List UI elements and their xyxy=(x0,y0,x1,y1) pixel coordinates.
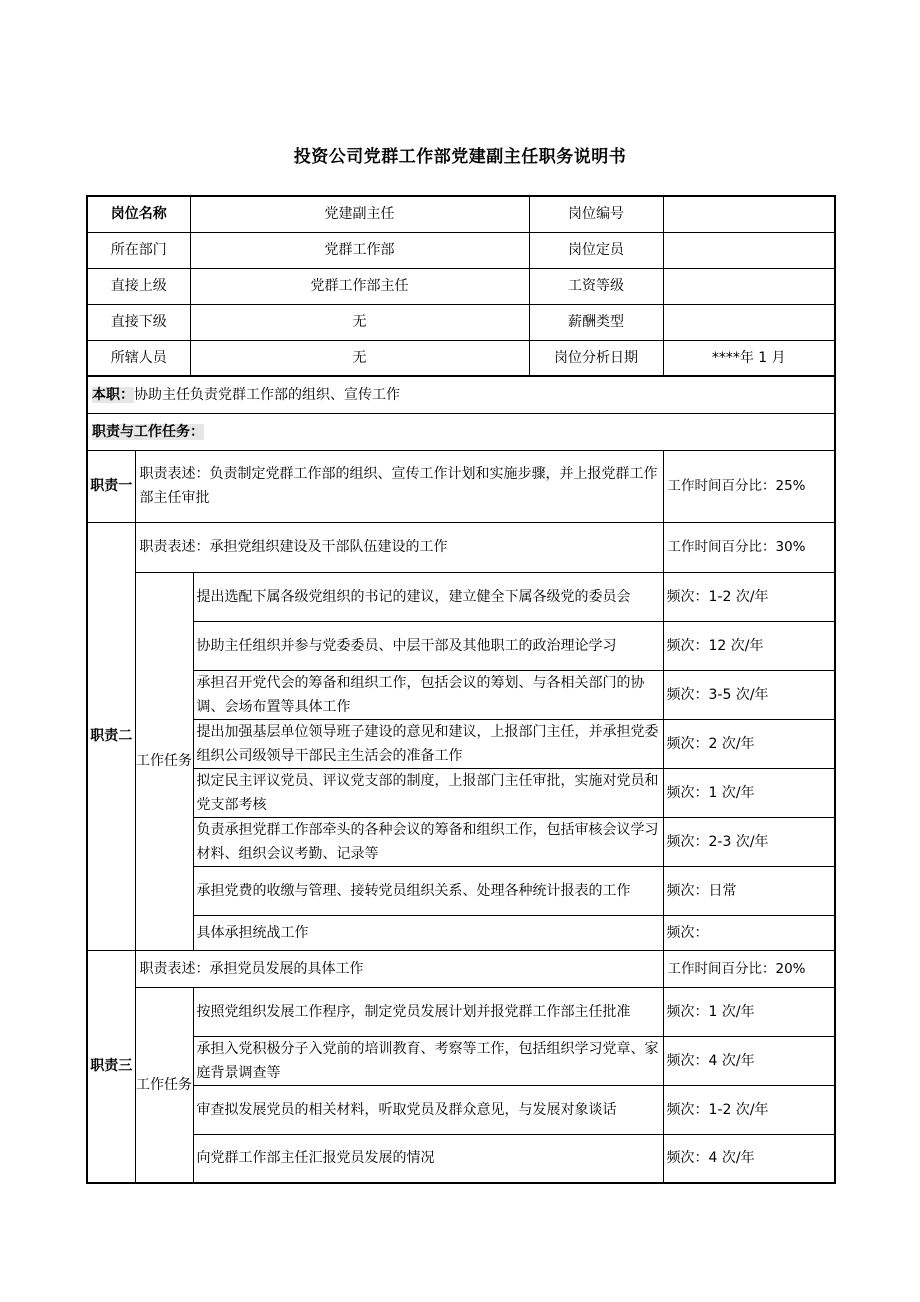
table-row xyxy=(87,768,835,817)
duty-cell xyxy=(87,376,835,413)
responsibility-1-row xyxy=(87,450,835,522)
task-frequency: 频次：4 次/年 xyxy=(663,1036,835,1085)
field-label: 所辖人员 xyxy=(87,340,190,376)
field-value: 无 xyxy=(190,340,529,376)
responsibility-3-label: 职责三 xyxy=(87,950,135,1183)
section-row xyxy=(87,413,835,450)
responsibility-2-pct: 工作时间百分比：30% xyxy=(663,522,835,572)
info-row xyxy=(87,340,835,376)
task-frequency: 频次：3-5 次/年 xyxy=(663,670,835,719)
duty-row xyxy=(87,376,835,413)
duty-label: 本职： xyxy=(92,386,134,403)
table-row xyxy=(87,1036,835,1085)
field-label: 所在部门 xyxy=(87,232,190,268)
task-text: 承担召开党代会的筹备和组织工作，包括会议的筹划、与各相关部门的协调、会场布置等具体工作 xyxy=(193,670,663,719)
task-frequency: 频次：2 次/年 xyxy=(663,719,835,768)
responsibility-3-pct: 工作时间百分比：20% xyxy=(663,950,835,987)
responsibility-table xyxy=(86,375,836,1184)
basic-info-table xyxy=(86,195,836,377)
task-text: 提出加强基层单位领导班子建设的意见和建议，上报部门主任，并承担党委组织公司级领导干部民主生活会的准备工作 xyxy=(193,719,663,768)
table-row xyxy=(87,572,835,621)
field-label: 直接上级 xyxy=(87,268,190,304)
task-text: 按照党组织发展工作程序，制定党员发展计划并报党群工作部主任批准 xyxy=(193,987,663,1036)
task-frequency: 频次：1-2 次/年 xyxy=(663,572,835,621)
field-value: ****年 1 月 xyxy=(663,340,835,376)
task-frequency: 频次：2-3 次/年 xyxy=(663,817,835,866)
table-row xyxy=(87,670,835,719)
info-row xyxy=(87,196,835,232)
task-frequency: 频次：4 次/年 xyxy=(663,1134,835,1183)
field-label: 岗位定员 xyxy=(529,232,663,268)
table-row xyxy=(87,817,835,866)
field-value xyxy=(663,304,835,340)
task-frequency: 频次：日常 xyxy=(663,866,835,915)
task-frequency: 频次： xyxy=(663,915,835,950)
info-row xyxy=(87,304,835,340)
field-label: 工资等级 xyxy=(529,268,663,304)
table-row xyxy=(87,987,835,1036)
field-label: 薪酬类型 xyxy=(529,304,663,340)
task-text: 提出选配下属各级党组织的书记的建议，建立健全下属各级党的委员会 xyxy=(193,572,663,621)
responsibility-1-desc: 职责表述：负责制定党群工作部的组织、宣传工作计划和实施步骤，并上报党群工作部主任审批 xyxy=(135,450,663,522)
section-label: 职责与工作任务： xyxy=(92,423,204,440)
task-label: 工作任务 xyxy=(135,987,193,1183)
field-value xyxy=(663,268,835,304)
field-value xyxy=(663,232,835,268)
responsibility-2-row xyxy=(87,522,835,572)
section-cell xyxy=(87,413,835,450)
field-value: 党建副主任 xyxy=(190,196,529,232)
task-text: 向党群工作部主任汇报党员发展的情况 xyxy=(193,1134,663,1183)
task-frequency: 频次：1 次/年 xyxy=(663,987,835,1036)
field-value: 无 xyxy=(190,304,529,340)
responsibility-2-label: 职责二 xyxy=(87,522,135,950)
task-text: 审查拟发展党员的相关材料，听取党员及群众意见，与发展对象谈话 xyxy=(193,1085,663,1134)
field-value: 党群工作部主任 xyxy=(190,268,529,304)
task-text: 负责承担党群工作部牵头的各种会议的筹备和组织工作，包括审核会议学习材料、组织会议考勤、记录等 xyxy=(193,817,663,866)
responsibility-3-desc: 职责表述：承担党员发展的具体工作 xyxy=(135,950,663,987)
duty-text: 协助主任负责党群工作部的组织、宣传工作 xyxy=(134,386,400,403)
responsibility-2-desc: 职责表述：承担党组织建设及干部队伍建设的工作 xyxy=(135,522,663,572)
responsibility-1-pct: 工作时间百分比：25% xyxy=(663,450,835,522)
table-row xyxy=(87,1085,835,1134)
field-label: 直接下级 xyxy=(87,304,190,340)
table-row xyxy=(87,866,835,915)
field-value xyxy=(663,196,835,232)
table-row xyxy=(87,1134,835,1183)
responsibility-1-label: 职责一 xyxy=(87,450,135,522)
info-row xyxy=(87,232,835,268)
field-label: 岗位分析日期 xyxy=(529,340,663,376)
task-text: 协助主任组织并参与党委委员、中层干部及其他职工的政治理论学习 xyxy=(193,621,663,670)
page-title: 投资公司党群工作部党建副主任职务说明书 xyxy=(293,147,627,167)
task-text: 承担入党积极分子入党前的培训教育、考察等工作，包括组织学习党章、家庭背景调查等 xyxy=(193,1036,663,1085)
field-value: 党群工作部 xyxy=(190,232,529,268)
field-label: 岗位名称 xyxy=(87,196,190,232)
table-row xyxy=(87,621,835,670)
task-label: 工作任务 xyxy=(135,572,193,950)
task-text: 具体承担统战工作 xyxy=(193,915,663,950)
task-frequency: 频次：1-2 次/年 xyxy=(663,1085,835,1134)
task-text: 承担党费的收缴与管理、接转党员组织关系、处理各种统计报表的工作 xyxy=(193,866,663,915)
table-row xyxy=(87,915,835,950)
table-row xyxy=(87,719,835,768)
info-row xyxy=(87,268,835,304)
field-label: 岗位编号 xyxy=(529,196,663,232)
task-frequency: 频次：12 次/年 xyxy=(663,621,835,670)
task-frequency: 频次：1 次/年 xyxy=(663,768,835,817)
task-text: 拟定民主评议党员、评议党支部的制度，上报部门主任审批，实施对党员和党支部考核 xyxy=(193,768,663,817)
responsibility-3-row xyxy=(87,950,835,987)
